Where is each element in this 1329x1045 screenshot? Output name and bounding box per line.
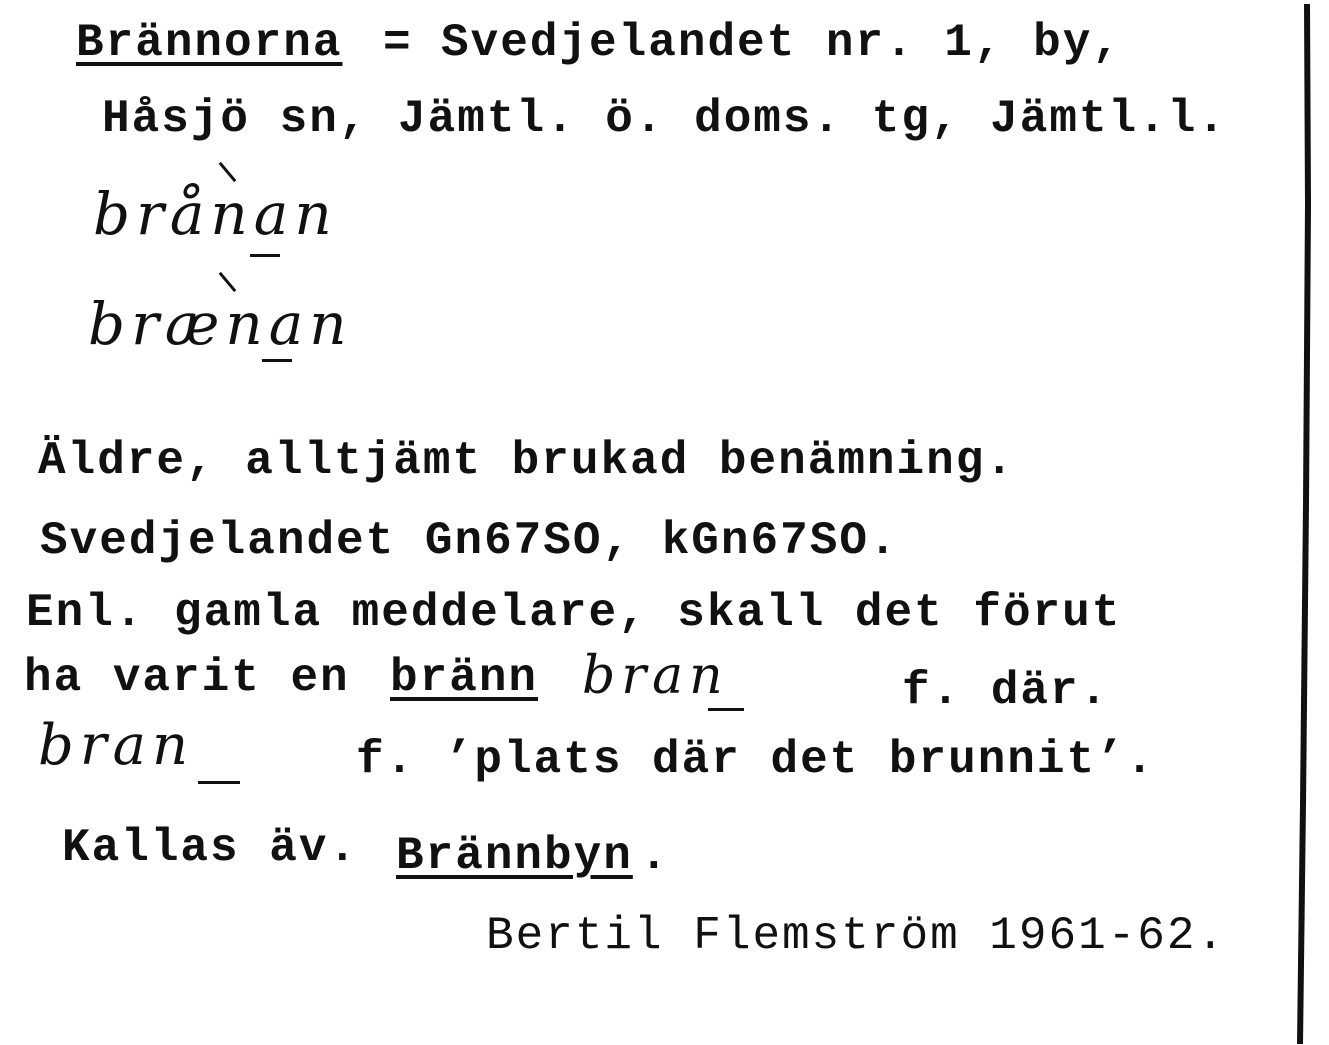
body-line-2: Svedjelandet Gn67SO, kGn67SO. [40,515,899,567]
pronunciation-4: bran [38,713,195,778]
body-line-6-word: Brännbyn [396,830,633,882]
length-mark-3 [708,708,744,711]
header-line-2: Håsjö sn, Jämtl. ö. doms. tg, Jämtl.l. [102,93,1227,145]
body-line-1: Äldre, alltjämt brukad benämning. [38,435,1015,487]
length-mark-2 [262,359,292,362]
equals-sign: = [383,17,413,69]
header-line-1: Svedjelandet nr. 1, by, [441,17,1122,69]
body-line-4-word: bränn [390,652,539,704]
body-line-5-end: f. ’plats där det brunnit’. [356,734,1156,786]
body-line-4-start: ha varit en [24,652,350,704]
length-mark-4 [198,781,240,784]
card-right-border [1291,4,1311,1044]
pronunciation-2: brænan [88,290,353,358]
pronunciation-1: brånan [93,180,338,248]
body-line-4-end: f. där. [902,665,1110,717]
length-mark-1 [250,254,280,257]
body-line-3: Enl. gamla meddelare, skall det förut [26,587,1122,639]
headword: Brännorna [76,17,343,69]
pronunciation-3: bran [582,646,729,706]
signature: Bertil Flemström 1961-62. [486,910,1227,962]
body-line-6-dot: . [640,830,670,882]
body-line-6-start: Kallas äv. [62,822,359,874]
